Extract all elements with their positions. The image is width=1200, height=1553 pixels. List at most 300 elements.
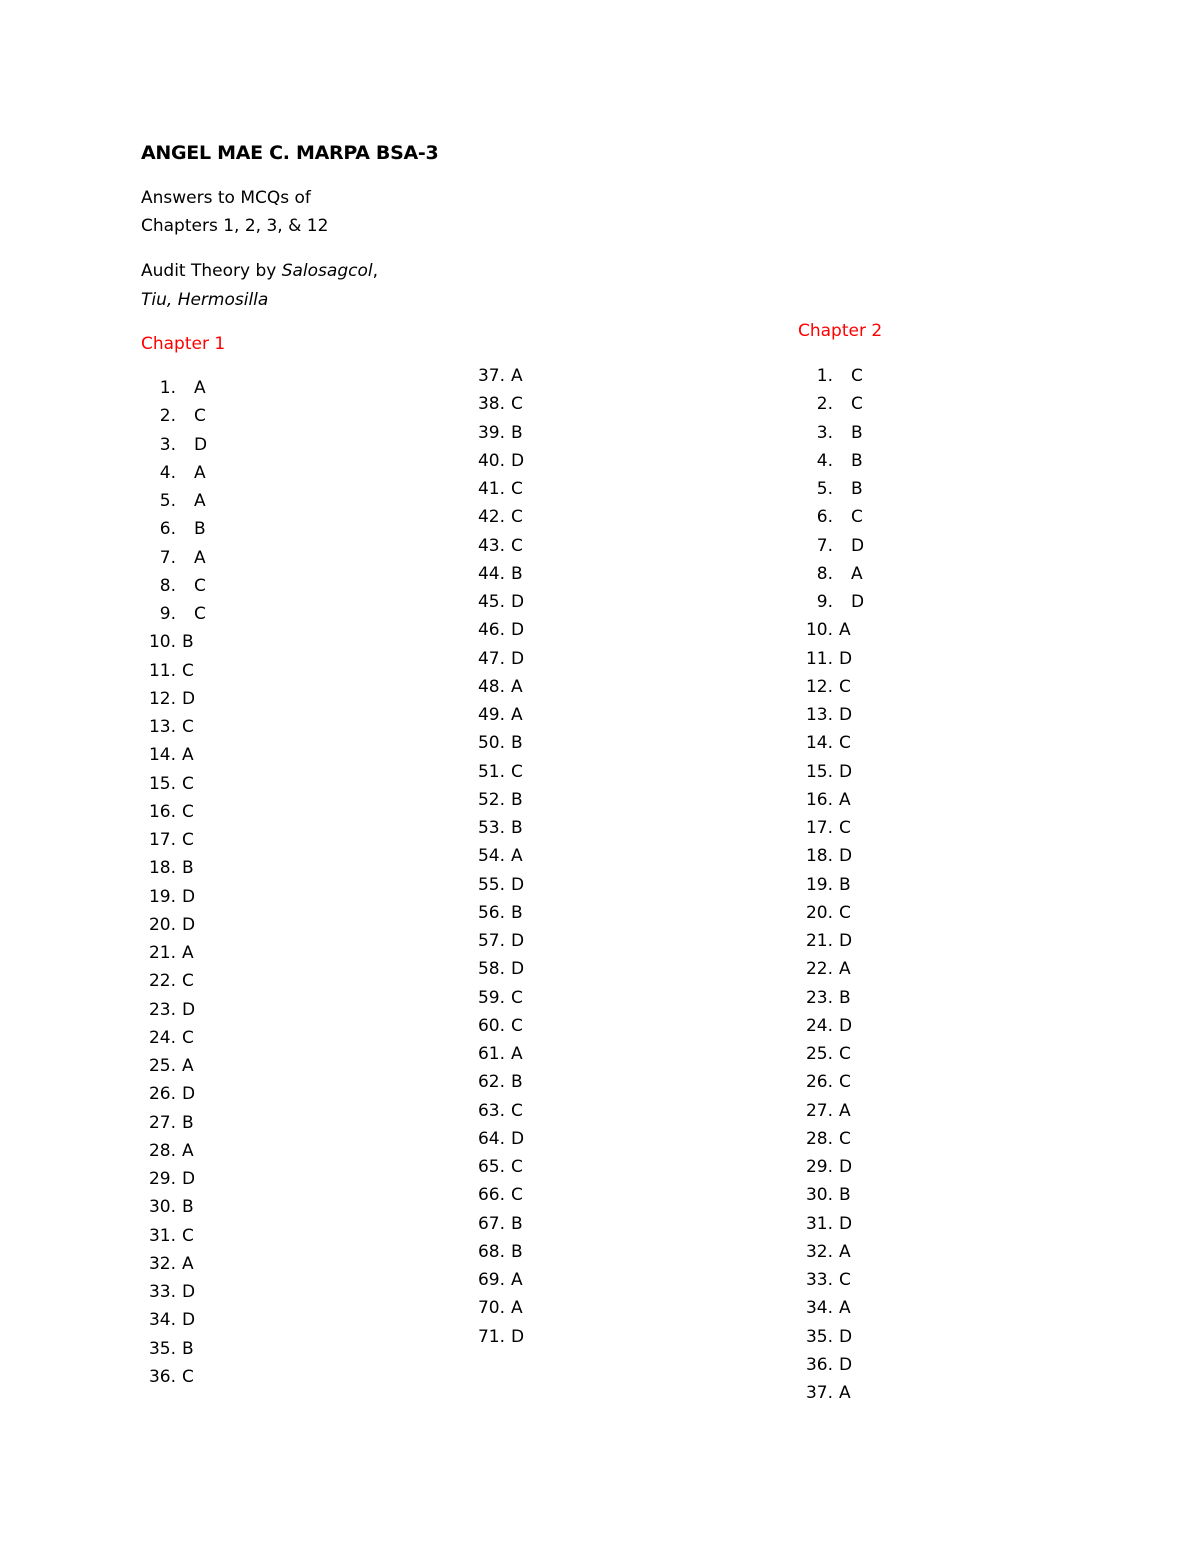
answer-letter: C	[839, 1128, 851, 1149]
list-item	[469, 419, 524, 447]
list-item	[469, 1210, 524, 1238]
answer-letter: D	[839, 648, 853, 669]
question-number: 37.	[477, 366, 505, 386]
question-number: 36.	[148, 1366, 176, 1387]
question-number: 28.	[148, 1140, 176, 1161]
list-item	[797, 1012, 864, 1040]
reference-line-2	[141, 290, 268, 310]
list-item	[797, 955, 864, 983]
answer-letter: A	[194, 462, 206, 483]
answer-letter: A	[511, 1044, 523, 1064]
list-item	[469, 673, 524, 701]
list-item	[140, 713, 207, 741]
question-number: 63.	[477, 1100, 505, 1121]
question-number: 29.	[805, 1157, 833, 1177]
answer-letter: A	[839, 620, 851, 641]
list-item	[797, 1068, 864, 1096]
answer-letter: D	[182, 886, 196, 907]
question-number: 70.	[477, 1298, 505, 1319]
question-number: 13.	[148, 717, 176, 737]
answer-letter: B	[182, 1197, 194, 1218]
list-item	[140, 544, 207, 572]
answer-letter: B	[511, 733, 523, 754]
question-number: 14.	[805, 733, 833, 754]
question-number: 11.	[148, 660, 176, 681]
question-number: 54.	[477, 846, 505, 867]
list-item	[140, 798, 207, 826]
list-item	[797, 1210, 864, 1238]
answer-letter: B	[511, 902, 523, 923]
list-item	[140, 1193, 207, 1221]
answer-letter: C	[839, 1072, 851, 1093]
list-item	[140, 685, 207, 713]
list-item	[140, 515, 207, 543]
answer-letter: B	[839, 987, 851, 1008]
subtitle-line-1: Answers to MCQs of	[141, 188, 311, 208]
question-number: 22.	[148, 971, 176, 992]
question-number: 20.	[805, 902, 833, 923]
question-number: 13.	[805, 705, 833, 725]
subtitle-line-2: Chapters 1, 2, 3, & 12	[141, 216, 329, 236]
list-item	[797, 786, 864, 814]
question-number: 2.	[816, 394, 833, 415]
answer-letter: B	[194, 519, 206, 540]
list-item	[140, 1165, 207, 1193]
list-item	[469, 390, 524, 418]
question-number: 36.	[805, 1354, 833, 1375]
answer-letter: D	[839, 1213, 853, 1234]
answer-letter: C	[182, 1027, 194, 1048]
list-item	[140, 1363, 207, 1391]
answer-letter: B	[511, 1072, 523, 1093]
answer-letter: C	[851, 366, 863, 386]
list-item	[469, 758, 524, 786]
list-item	[140, 600, 207, 628]
question-number: 12.	[805, 676, 833, 697]
list-item	[140, 911, 207, 939]
question-number: 65.	[477, 1157, 505, 1177]
question-number: 34.	[805, 1298, 833, 1319]
answer-letter: B	[511, 1241, 523, 1262]
list-item	[140, 967, 207, 995]
answer-letter: A	[511, 846, 523, 867]
question-number: 66.	[477, 1185, 505, 1206]
answer-letter: C	[511, 535, 523, 556]
answer-letter: C	[839, 1044, 851, 1064]
answer-letter: D	[194, 434, 208, 455]
answer-letter: C	[182, 971, 194, 992]
question-number: 32.	[805, 1241, 833, 1262]
question-number: 57.	[477, 931, 505, 951]
list-item	[797, 560, 864, 588]
list-item	[140, 1052, 207, 1080]
question-number: 27.	[148, 1112, 176, 1133]
list-item	[469, 645, 524, 673]
list-item	[469, 532, 524, 560]
answer-letter: C	[182, 830, 194, 850]
question-number: 6.	[159, 519, 176, 540]
list-item	[469, 503, 524, 531]
answer-letter: C	[511, 1015, 523, 1036]
answer-letter: B	[511, 1213, 523, 1234]
answer-letter: A	[182, 1056, 194, 1076]
reference-prefix: Audit Theory by	[141, 261, 282, 281]
list-item	[797, 729, 864, 757]
list-item	[140, 459, 207, 487]
question-number: 40.	[477, 450, 505, 471]
list-item	[469, 1012, 524, 1040]
answer-letter: C	[511, 507, 523, 528]
list-item	[469, 1294, 524, 1322]
list-item	[140, 854, 207, 882]
question-number: 23.	[805, 987, 833, 1008]
list-item	[797, 701, 864, 729]
question-number: 43.	[477, 535, 505, 556]
list-item	[469, 729, 524, 757]
list-item	[469, 1266, 524, 1294]
answer-letter: D	[851, 592, 865, 612]
question-number: 4.	[816, 450, 833, 471]
answer-letter: A	[511, 1270, 523, 1290]
list-item	[469, 1125, 524, 1153]
list-item	[469, 955, 524, 983]
answer-letter: A	[511, 676, 523, 697]
answer-letter: D	[839, 931, 853, 951]
chapter-1-answers-column-2	[469, 362, 524, 1351]
answer-letter: D	[182, 999, 196, 1020]
question-number: 64.	[477, 1128, 505, 1149]
list-item	[797, 1294, 864, 1322]
list-item	[797, 447, 864, 475]
question-number: 18.	[148, 858, 176, 879]
list-item	[797, 1266, 864, 1294]
list-item	[797, 1153, 864, 1181]
answer-letter: C	[511, 1185, 523, 1206]
question-number: 12.	[148, 688, 176, 709]
answer-letter: D	[182, 1084, 196, 1105]
list-item	[797, 927, 864, 955]
question-number: 33.	[805, 1270, 833, 1290]
question-number: 17.	[148, 830, 176, 850]
chapter-2-heading: Chapter 2	[798, 321, 883, 341]
question-number: 15.	[805, 761, 833, 782]
list-item	[469, 842, 524, 870]
question-number: 28.	[805, 1128, 833, 1149]
list-item	[140, 1024, 207, 1052]
question-number: 68.	[477, 1241, 505, 1262]
answer-letter: B	[182, 1338, 194, 1359]
answer-letter: B	[839, 874, 851, 895]
question-number: 31.	[805, 1213, 833, 1234]
question-number: 53.	[477, 818, 505, 838]
question-number: 6.	[816, 507, 833, 528]
question-number: 47.	[477, 648, 505, 669]
answer-letter: A	[839, 1298, 851, 1319]
question-number: 60.	[477, 1015, 505, 1036]
question-number: 56.	[477, 902, 505, 923]
list-item	[140, 1137, 207, 1165]
question-number: 8.	[159, 575, 176, 596]
question-number: 71.	[477, 1326, 505, 1347]
list-item	[140, 883, 207, 911]
question-number: 29.	[148, 1169, 176, 1189]
question-number: 24.	[805, 1015, 833, 1036]
list-item	[140, 939, 207, 967]
question-number: 5.	[816, 479, 833, 499]
answer-letter: C	[511, 761, 523, 782]
question-number: 10.	[148, 632, 176, 653]
answer-letter: C	[839, 1270, 851, 1290]
list-item	[140, 1080, 207, 1108]
question-number: 46.	[477, 620, 505, 641]
list-item	[140, 402, 207, 430]
answer-letter: A	[839, 1241, 851, 1262]
list-item	[469, 927, 524, 955]
answer-letter: A	[839, 1100, 851, 1121]
list-item	[140, 1222, 207, 1250]
list-item	[469, 1153, 524, 1181]
question-number: 45.	[477, 592, 505, 612]
answer-letter: D	[182, 1282, 196, 1302]
answer-letter: D	[839, 1157, 853, 1177]
chapter-1-answers-column-1	[140, 374, 207, 1391]
list-item	[797, 475, 864, 503]
answer-letter: C	[194, 406, 206, 427]
chapter-2-answers-column	[797, 362, 864, 1407]
list-item	[797, 1323, 864, 1351]
list-item	[140, 487, 207, 515]
question-number: 27.	[805, 1100, 833, 1121]
answer-letter: D	[511, 1326, 525, 1347]
answer-letter: C	[182, 717, 194, 737]
list-item	[797, 1097, 864, 1125]
answer-letter: A	[194, 547, 206, 568]
question-number: 25.	[805, 1044, 833, 1064]
answer-letter: C	[839, 676, 851, 697]
answer-letter: D	[511, 931, 525, 951]
question-number: 30.	[805, 1185, 833, 1206]
question-number: 26.	[148, 1084, 176, 1105]
list-item	[469, 560, 524, 588]
list-item	[469, 1068, 524, 1096]
answer-letter: B	[511, 789, 523, 810]
reference-line-1	[141, 261, 378, 281]
answer-letter: D	[511, 874, 525, 895]
question-number: 24.	[148, 1027, 176, 1048]
list-item	[469, 1040, 524, 1068]
list-item	[469, 1181, 524, 1209]
question-number: 38.	[477, 394, 505, 415]
question-number: 61.	[477, 1044, 505, 1064]
question-number: 7.	[816, 535, 833, 556]
list-item	[797, 1351, 864, 1379]
question-number: 9.	[159, 604, 176, 624]
question-number: 20.	[148, 914, 176, 935]
question-number: 44.	[477, 563, 505, 584]
answer-letter: C	[511, 394, 523, 415]
answer-letter: C	[851, 507, 863, 528]
reference-comma: ,	[372, 261, 378, 281]
answer-letter: D	[839, 761, 853, 782]
list-item	[797, 532, 864, 560]
list-item	[469, 899, 524, 927]
answer-letter: A	[511, 1298, 523, 1319]
list-item	[797, 503, 864, 531]
question-number: 1.	[159, 378, 176, 398]
answer-letter: B	[511, 422, 523, 443]
answer-letter: D	[511, 1128, 525, 1149]
question-number: 58.	[477, 959, 505, 980]
question-number: 35.	[805, 1326, 833, 1347]
question-number: 7.	[159, 547, 176, 568]
question-number: 19.	[148, 886, 176, 907]
answer-letter: C	[511, 1157, 523, 1177]
list-item	[140, 431, 207, 459]
answer-letter: C	[194, 604, 206, 624]
answer-letter: C	[839, 902, 851, 923]
list-item	[797, 645, 864, 673]
question-number: 49.	[477, 705, 505, 725]
question-number: 25.	[148, 1056, 176, 1076]
question-number: 26.	[805, 1072, 833, 1093]
question-number: 32.	[148, 1253, 176, 1274]
list-item	[797, 1379, 864, 1407]
answer-letter: C	[511, 479, 523, 499]
question-number: 16.	[805, 789, 833, 810]
answer-letter: C	[182, 1225, 194, 1246]
list-item	[797, 673, 864, 701]
question-number: 1.	[816, 366, 833, 386]
list-item	[797, 390, 864, 418]
list-item	[140, 1109, 207, 1137]
question-number: 42.	[477, 507, 505, 528]
question-number: 50.	[477, 733, 505, 754]
list-item	[797, 362, 864, 390]
answer-letter: B	[511, 563, 523, 584]
answer-letter: C	[839, 818, 851, 838]
list-item	[797, 871, 864, 899]
list-item	[469, 588, 524, 616]
answer-letter: D	[839, 1354, 853, 1375]
question-number: 18.	[805, 846, 833, 867]
list-item	[140, 741, 207, 769]
question-number: 21.	[805, 931, 833, 951]
list-item	[140, 826, 207, 854]
question-number: 23.	[148, 999, 176, 1020]
answer-letter: A	[511, 366, 523, 386]
list-item	[797, 814, 864, 842]
list-item	[469, 362, 524, 390]
question-number: 5.	[159, 491, 176, 511]
list-item	[140, 572, 207, 600]
list-item	[797, 899, 864, 927]
list-item	[469, 701, 524, 729]
answer-letter: A	[182, 1253, 194, 1274]
question-number: 55.	[477, 874, 505, 895]
question-number: 41.	[477, 479, 505, 499]
list-item	[797, 616, 864, 644]
question-number: 4.	[159, 462, 176, 483]
list-item	[140, 1250, 207, 1278]
list-item	[140, 628, 207, 656]
answer-letter: C	[182, 660, 194, 681]
answer-letter: B	[839, 1185, 851, 1206]
list-item	[797, 1238, 864, 1266]
question-number: 33.	[148, 1282, 176, 1302]
question-number: 15.	[148, 773, 176, 794]
answer-letter: B	[511, 818, 523, 838]
answer-letter: A	[182, 943, 194, 963]
list-item	[469, 447, 524, 475]
answer-letter: D	[839, 1015, 853, 1036]
list-item	[797, 419, 864, 447]
list-item	[797, 1125, 864, 1153]
list-item	[797, 842, 864, 870]
answer-letter: B	[851, 422, 863, 443]
answer-letter: A	[839, 1383, 851, 1403]
answer-letter: C	[194, 575, 206, 596]
question-number: 10.	[805, 620, 833, 641]
question-number: 31.	[148, 1225, 176, 1246]
question-number: 37.	[805, 1383, 833, 1403]
answer-letter: D	[511, 959, 525, 980]
answer-letter: D	[182, 914, 196, 935]
answer-letter: D	[511, 648, 525, 669]
question-number: 8.	[816, 563, 833, 584]
list-item	[469, 871, 524, 899]
question-number: 34.	[148, 1310, 176, 1331]
answer-letter: A	[851, 563, 863, 584]
question-number: 19.	[805, 874, 833, 895]
answer-letter: B	[182, 1112, 194, 1133]
answer-letter: D	[511, 620, 525, 641]
answer-letter: A	[511, 705, 523, 725]
list-item	[469, 814, 524, 842]
answer-letter: C	[182, 801, 194, 822]
question-number: 48.	[477, 676, 505, 697]
list-item	[140, 1306, 207, 1334]
answer-letter: A	[839, 959, 851, 980]
list-item	[469, 1097, 524, 1125]
answer-letter: C	[511, 987, 523, 1008]
answer-letter: A	[182, 745, 194, 766]
question-number: 62.	[477, 1072, 505, 1093]
answer-letter: A	[182, 1140, 194, 1161]
answer-letter: B	[851, 479, 863, 499]
answer-letter: D	[182, 1169, 196, 1189]
list-item	[140, 996, 207, 1024]
question-number: 69.	[477, 1270, 505, 1290]
list-item	[797, 588, 864, 616]
answer-letter: D	[839, 1326, 853, 1347]
list-item	[140, 374, 207, 402]
answer-letter: D	[839, 705, 853, 725]
answer-letter: B	[851, 450, 863, 471]
answer-letter: C	[182, 1366, 194, 1387]
list-item	[469, 1238, 524, 1266]
answer-letter: D	[182, 688, 196, 709]
answer-letter: A	[194, 378, 206, 398]
answer-letter: B	[182, 632, 194, 653]
answer-letter: D	[511, 592, 525, 612]
answer-letter: D	[182, 1310, 196, 1331]
question-number: 2.	[159, 406, 176, 427]
answer-letter: C	[511, 1100, 523, 1121]
question-number: 11.	[805, 648, 833, 669]
chapter-1-heading: Chapter 1	[141, 334, 226, 354]
answer-letter: C	[839, 733, 851, 754]
list-item	[140, 1335, 207, 1363]
